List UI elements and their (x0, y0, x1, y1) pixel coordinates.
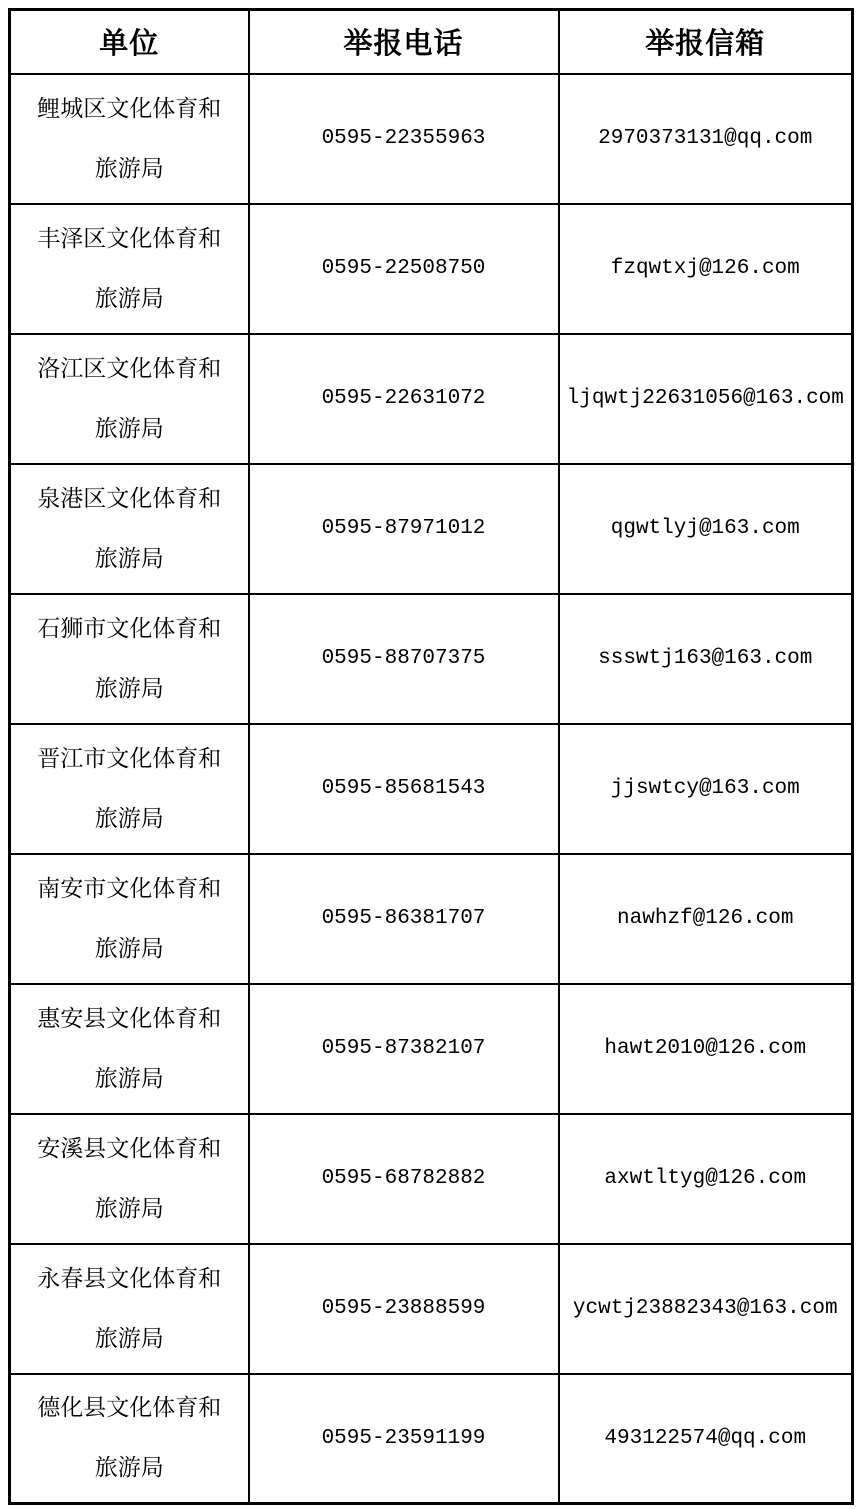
unit-name-line1: 德化县文化体育和 (37, 1395, 222, 1421)
unit-cell (10, 204, 249, 334)
unit-name-line2: 旅游局 (94, 545, 164, 571)
unit-name-line1: 泉港区文化体育和 (37, 485, 222, 511)
unit-name-line2: 旅游局 (94, 155, 164, 181)
header-phone: 举报电话 (249, 10, 559, 74)
table-row (10, 984, 853, 1114)
email-cell: qgwtlyj@163.com (559, 464, 853, 594)
phone-cell: 0595-87382107 (249, 984, 559, 1114)
table-row (10, 334, 853, 464)
unit-name-line1: 安溪县文化体育和 (37, 1135, 222, 1161)
unit-cell (10, 1244, 249, 1374)
table-header (10, 10, 853, 74)
unit-name-line1: 南安市文化体育和 (37, 875, 222, 901)
phone-cell: 0595-68782882 (249, 1114, 559, 1244)
phone-cell: 0595-86381707 (249, 854, 559, 984)
unit-cell (10, 1374, 249, 1504)
phone-cell: 0595-22631072 (249, 334, 559, 464)
unit-cell (10, 854, 249, 984)
phone-cell: 0595-22508750 (249, 204, 559, 334)
email-cell: ycwtj23882343@163.com (559, 1244, 853, 1374)
header-row (10, 10, 853, 74)
unit-cell (10, 724, 249, 854)
unit-name-line2: 旅游局 (94, 1325, 164, 1351)
table-row (10, 74, 853, 204)
unit-name-line2: 旅游局 (94, 415, 164, 441)
unit-name-line1: 鲤城区文化体育和 (37, 95, 222, 121)
unit-name-line1: 惠安县文化体育和 (37, 1005, 222, 1031)
email-cell: ssswtj163@163.com (559, 594, 853, 724)
email-cell: fzqwtxj@126.com (559, 204, 853, 334)
phone-cell: 0595-87971012 (249, 464, 559, 594)
email-cell: nawhzf@126.com (559, 854, 853, 984)
phone-cell: 0595-88707375 (249, 594, 559, 724)
table-row (10, 1374, 853, 1504)
unit-cell (10, 74, 249, 204)
table-body (10, 74, 853, 1504)
unit-name-line2: 旅游局 (94, 805, 164, 831)
unit-name-line2: 旅游局 (94, 1195, 164, 1221)
unit-name-line1: 永春县文化体育和 (37, 1265, 222, 1291)
phone-cell: 0595-23591199 (249, 1374, 559, 1504)
unit-name-line2: 旅游局 (94, 935, 164, 961)
table-row (10, 724, 853, 854)
unit-cell (10, 594, 249, 724)
unit-name-line1: 石狮市文化体育和 (37, 615, 222, 641)
header-unit: 单位 (10, 10, 249, 74)
email-cell: 493122574@qq.com (559, 1374, 853, 1504)
email-cell: axwtltyg@126.com (559, 1114, 853, 1244)
email-cell: 2970373131@qq.com (559, 74, 853, 204)
report-contacts-table (8, 8, 854, 1505)
table-row (10, 1244, 853, 1374)
unit-cell (10, 984, 249, 1114)
unit-name-line2: 旅游局 (94, 285, 164, 311)
email-cell: ljqwtj22631056@163.com (559, 334, 853, 464)
unit-cell (10, 334, 249, 464)
table-row (10, 1114, 853, 1244)
header-email: 举报信箱 (559, 10, 853, 74)
unit-cell (10, 1114, 249, 1244)
phone-cell: 0595-22355963 (249, 74, 559, 204)
unit-name-line1: 洛江区文化体育和 (37, 355, 222, 381)
phone-cell: 0595-23888599 (249, 1244, 559, 1374)
table-row (10, 854, 853, 984)
unit-name-line2: 旅游局 (94, 675, 164, 701)
table-row (10, 594, 853, 724)
unit-name-line1: 丰泽区文化体育和 (37, 225, 222, 251)
unit-name-line2: 旅游局 (94, 1065, 164, 1091)
email-cell: jjswtcy@163.com (559, 724, 853, 854)
phone-cell: 0595-85681543 (249, 724, 559, 854)
email-cell: hawt2010@126.com (559, 984, 853, 1114)
unit-cell (10, 464, 249, 594)
unit-name-line1: 晋江市文化体育和 (37, 745, 222, 771)
unit-name-line2: 旅游局 (94, 1455, 164, 1481)
table-row (10, 204, 853, 334)
table-row (10, 464, 853, 594)
